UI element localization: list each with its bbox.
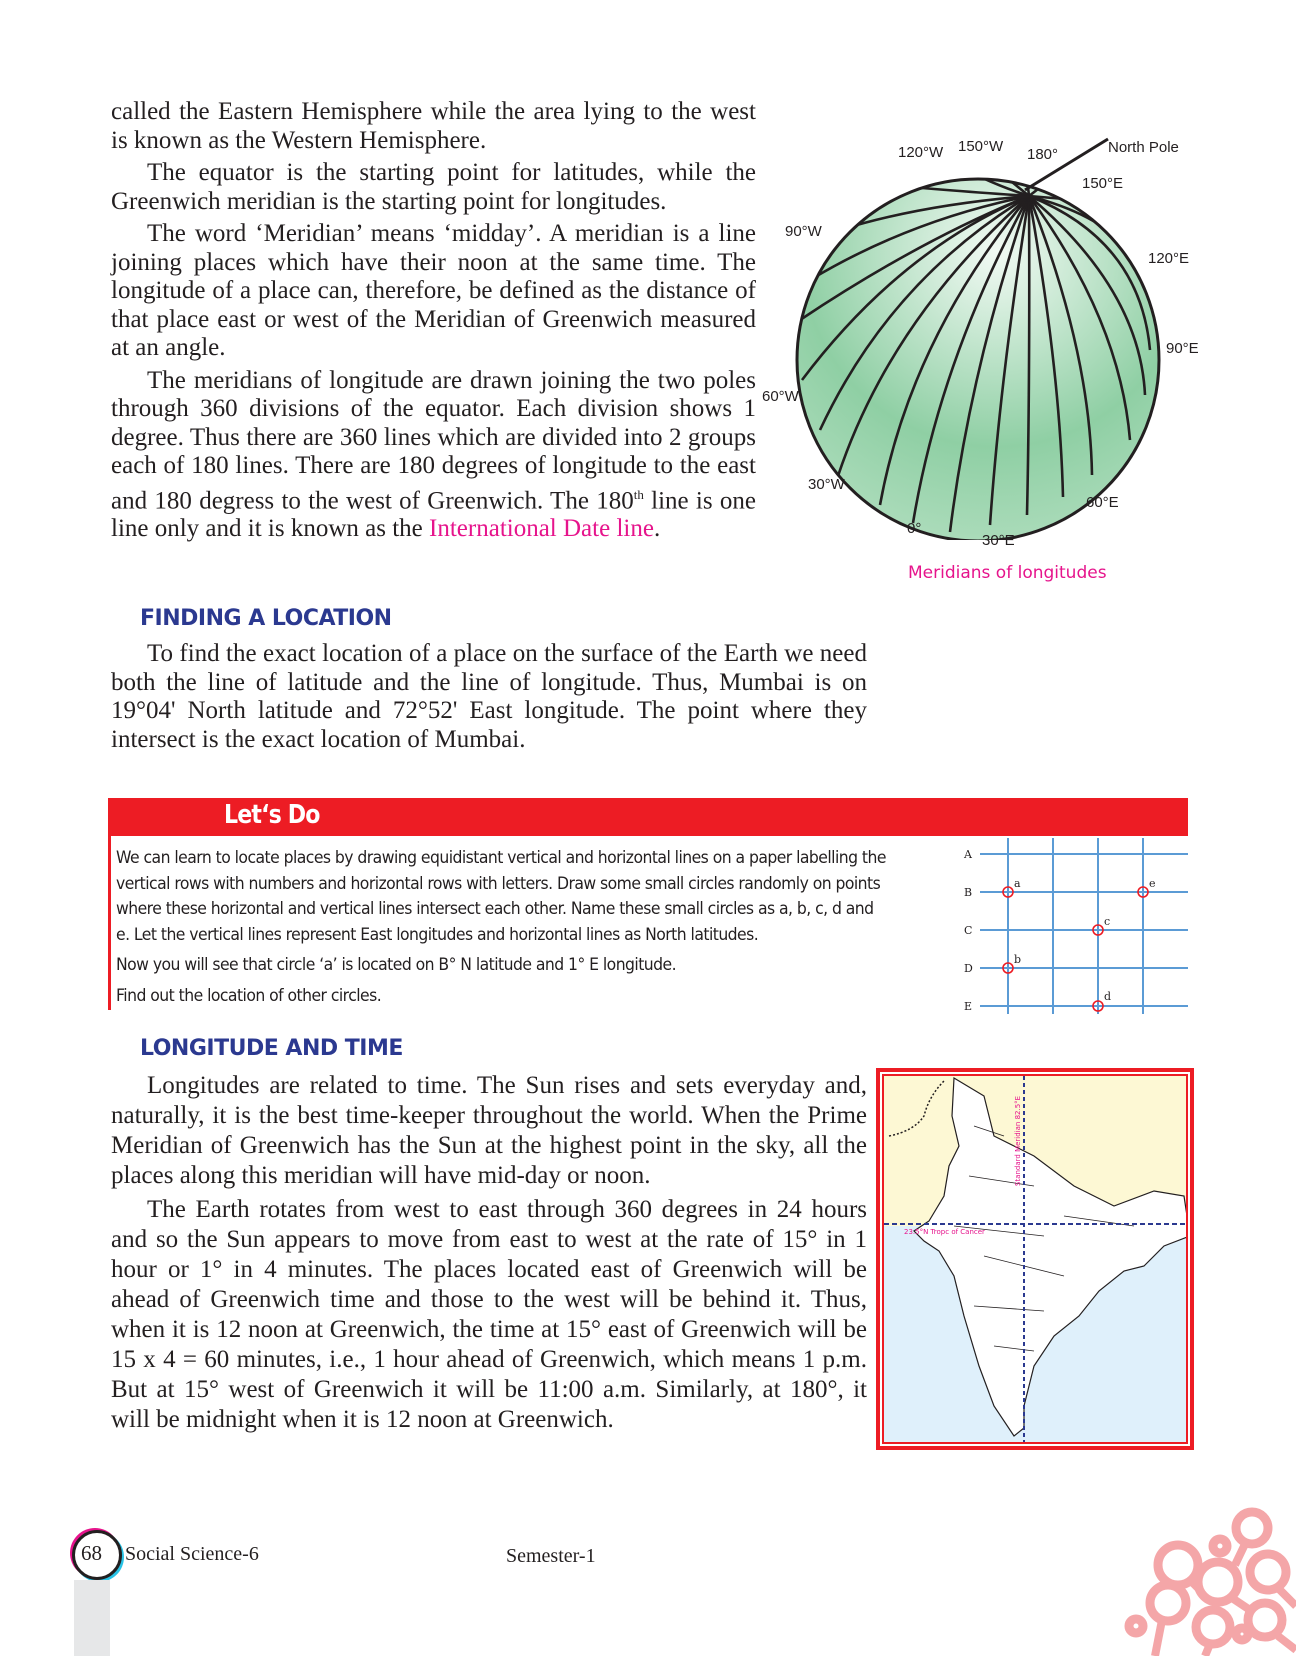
label-180: 180° bbox=[1027, 146, 1059, 163]
label-60e: 60°E bbox=[1086, 494, 1119, 511]
heading-finding-location: FINDING A LOCATION bbox=[140, 606, 392, 631]
label-60w: 60°W bbox=[762, 388, 799, 405]
lets-do-text: We can learn to locate places by drawing equidistant vertical and horizontal lines on a paper labelling the vertical rows with numbers and horizontal rows with letters. Draw some small circles randomly on points where these horizontal and vertical lines intersect each other. Name these small circles as a, b, c, d and e. Let the vertical lines represent East longitudes and horizontal lines as North latitudes. Now you will see that circle ‘a’ is located on B° N latitude and 1° E longitude. Find out the location of other circles. bbox=[116, 848, 886, 1006]
paragraph-hemisphere: called the Eastern Hemisphere while the area lying to the west is known as the Western Hemisphere. bbox=[111, 98, 756, 154]
grid-row-d: D bbox=[964, 962, 973, 975]
svg-text:b: b bbox=[1014, 953, 1022, 966]
page-number: 68 bbox=[81, 1541, 102, 1565]
svg-text:d: d bbox=[1104, 990, 1112, 1003]
grid-row-b: B bbox=[964, 886, 973, 899]
label-150w: 150°W bbox=[958, 138, 1004, 155]
paragraph-equator: The equator is the starting point for latitudes, while the Greenwich meridian is the starting point for longitudes. bbox=[111, 159, 756, 215]
grid-row-a: A bbox=[964, 848, 972, 861]
international-date-line-term: International Date line bbox=[429, 515, 654, 543]
label-90e: 90°E bbox=[1166, 340, 1199, 357]
lets-do-title: Let‘s Do bbox=[224, 800, 320, 830]
label-30w: 30°W bbox=[808, 476, 845, 493]
globe-meridians-illustration bbox=[720, 120, 1200, 540]
label-30e: 30°E bbox=[982, 532, 1015, 549]
lets-do-left-rule bbox=[108, 836, 111, 1010]
standard-meridian-label: Standard Meridian 82.5°E bbox=[1014, 1095, 1022, 1186]
page-number-badge bbox=[72, 1530, 122, 1580]
india-map-figure bbox=[876, 1068, 1194, 1450]
svg-text:a: a bbox=[1014, 877, 1021, 890]
grid-row-c: C bbox=[964, 924, 973, 937]
location-grid-diagram bbox=[960, 836, 1190, 1016]
decorative-bubbles-icon bbox=[1050, 1410, 1296, 1656]
svg-text:e: e bbox=[1149, 877, 1156, 890]
book-title: Social Science-6 bbox=[125, 1543, 259, 1565]
tropic-of-cancer-label: 23.5°N Tropc of Cancer bbox=[904, 1228, 985, 1236]
intro-text-column bbox=[111, 98, 756, 548]
grid-row-e: E bbox=[964, 1000, 973, 1013]
india-outline-map bbox=[884, 1076, 1188, 1444]
label-north-pole: North Pole bbox=[1108, 139, 1179, 156]
paragraph-meridian-meaning: The word ‘Meridian’ means ‘midday’. A meridian is a line joining places which have their noon at the same time. The longitude of a place can, therefore, be defined as the distance of that place east or west of the Meridian of Greenwich measured at an angle. bbox=[111, 220, 756, 361]
globe-figure bbox=[720, 120, 1200, 590]
longitude-time-text: Longitudes are related to time. The Sun rises and sets everyday and, naturally, it is the best time-keeper throughout the world. When the Prime Meridian of Greenwich has the Sun at the highest point in the sky, all the places along this meridian will have mid-day or noon. The Earth rotates from west to east through 360 degrees in 24 hours and so the Sun appears to move from east to west at the rate of 15° in 1 hour or 1° in 4 minutes. The places located east of Greenwich will be ahead of Greenwich time and those to the west will be behind it. Thus, when it is 12 noon at Greenwich, the time at 15° east of Greenwich will be 15 x 4 = 60 minutes, i.e., 1 hour ahead of Greenwich, which means 1 p.m. But at 15° west of Greenwich it will be 11:00 a.m. Similarly, at 180°, it will be midnight when it is 12 noon at Greenwich. bbox=[111, 1072, 867, 1433]
label-120w: 120°W bbox=[898, 144, 944, 161]
paragraph-meridians-360: The meridians of longitude are drawn joining the two poles through 360 divisions of the equator. Each division shows 1 degree. Thus there are 360 lines which are divided into 2 groups each of 180 lines. There are 180 degrees of longitude to the east and 180 degress to the west of Greenwich. The 180th line is one line only and it is known as the International Date line. bbox=[111, 366, 756, 543]
label-120e: 120°E bbox=[1148, 250, 1190, 267]
semester-label: Semester-1 bbox=[506, 1545, 596, 1567]
svg-text:c: c bbox=[1104, 915, 1111, 928]
label-0: 0° bbox=[907, 520, 922, 537]
globe-caption: Meridians of longitudes bbox=[908, 563, 1107, 583]
heading-longitude-time: LONGITUDE AND TIME bbox=[140, 1036, 403, 1061]
label-90w: 90°W bbox=[785, 223, 822, 240]
lets-do-box bbox=[108, 798, 1188, 1012]
footer-side-bar bbox=[74, 1580, 110, 1656]
finding-location-text: To find the exact location of a place on the surface of the Earth we need both the line of latitude and the line of longitude. Thus, Mumbai is on 19°04' North latitude and 72°52' East longitude. The point where they intersect is the exact location of Mumbai. bbox=[111, 640, 867, 753]
label-150e: 150°E bbox=[1082, 175, 1124, 192]
